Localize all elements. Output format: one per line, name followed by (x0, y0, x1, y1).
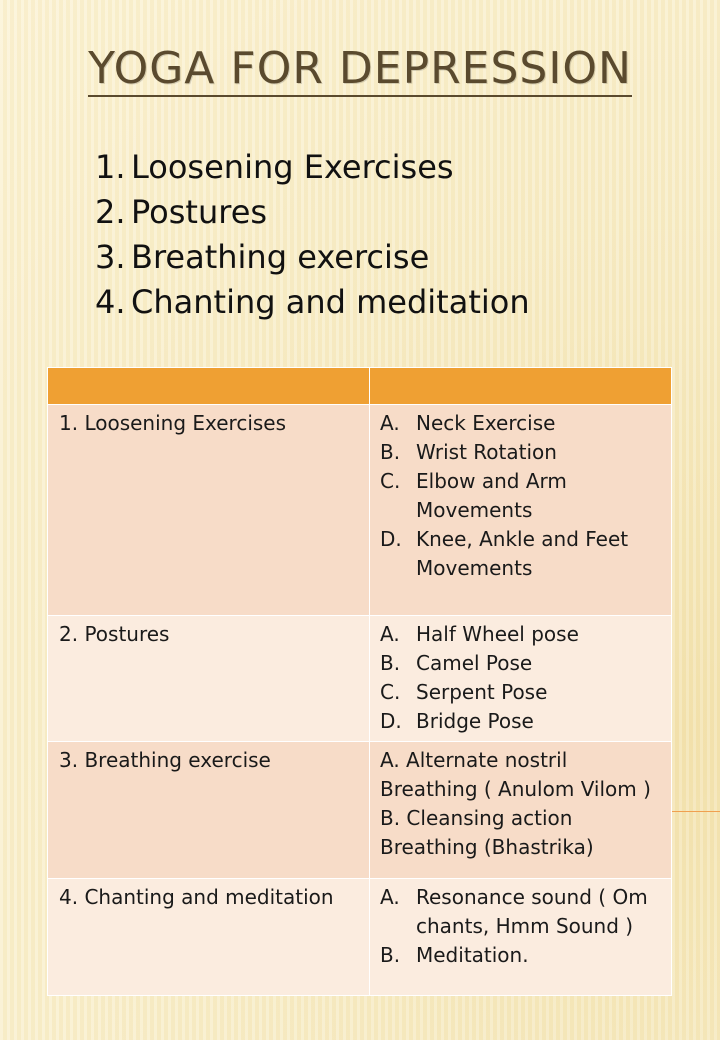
table-row (48, 616, 672, 742)
yoga-table (47, 367, 672, 996)
table-header-cell (370, 368, 672, 405)
list-item: C. Serpent Pose (380, 680, 548, 704)
items-cell (370, 616, 672, 742)
items-cell (370, 879, 672, 996)
category-cell: 1. Loosening Exercises (48, 405, 370, 616)
table-row (48, 405, 672, 616)
category-cell: 2. Postures (48, 616, 370, 742)
table-row (48, 879, 672, 996)
overview-item: 2. Postures (95, 193, 268, 231)
items-cell (370, 405, 672, 616)
table-header-cell (48, 368, 370, 405)
item-list (380, 620, 663, 736)
table-header-row (48, 368, 672, 405)
list-item: C. Elbow and Arm Movements (380, 469, 567, 522)
list-item: A. Resonance sound ( Om chants, Hmm Sound ) (380, 885, 648, 938)
item-line: A. Alternate nostril Breathing ( Anulom Vilom ) (380, 748, 651, 801)
list-item: B. Wrist Rotation (380, 440, 557, 464)
list-item: A. Half Wheel pose (380, 622, 579, 646)
list-item: B. Camel Pose (380, 651, 533, 675)
list-item: D. Knee, Ankle and Feet Movements (380, 527, 629, 580)
table-row (48, 742, 672, 879)
overview-item: 4. Chanting and meditation (95, 283, 530, 321)
overview-item: 3. Breathing exercise (95, 238, 430, 276)
item-list (380, 883, 663, 970)
item-line: B. Cleansing action Breathing (Bhastrika) (380, 806, 594, 859)
category-cell: 3. Breathing exercise (48, 742, 370, 879)
decorative-line (672, 811, 720, 812)
category-cell: 4. Chanting and meditation (48, 879, 370, 996)
overview-item: 1. Loosening Exercises (95, 148, 454, 186)
items-cell (370, 742, 672, 879)
list-item: B. Meditation. (380, 943, 529, 967)
overview-list (95, 145, 530, 325)
item-list (380, 409, 663, 583)
slide-title-text: YOGA FOR DEPRESSION (88, 43, 632, 97)
slide-title (0, 44, 720, 94)
list-item: D. Bridge Pose (380, 709, 534, 733)
list-item: A. Neck Exercise (380, 411, 556, 435)
